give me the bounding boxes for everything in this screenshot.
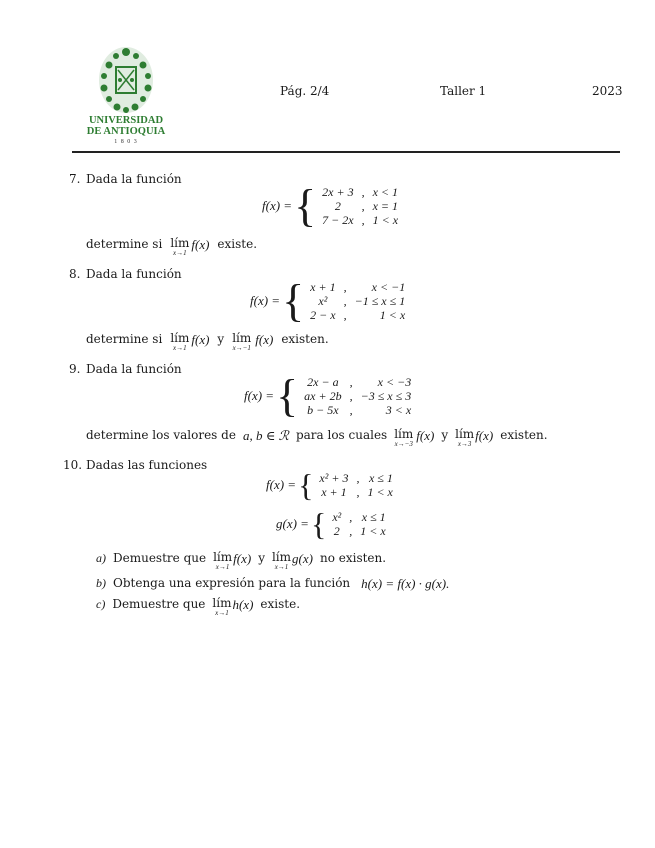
lim-sub: x→1 [173, 249, 187, 257]
case-cond: 1 < x [379, 308, 406, 322]
case-expr: x² [332, 510, 342, 524]
problem-8-question [86, 332, 329, 352]
case-comma: , [343, 294, 347, 308]
case-cond: 3 < x [385, 403, 412, 417]
function-name: f(x) = [266, 477, 297, 492]
function-name: f(x) = [244, 388, 275, 403]
lim-function: f(x) [191, 237, 210, 252]
problem-10-g-function [276, 508, 390, 540]
limit [212, 597, 231, 617]
limit-2 [232, 332, 251, 352]
function-name: f(x) = [250, 293, 281, 308]
left-brace: { [310, 506, 327, 542]
university-name-line2: DE ANTIOQUIA [86, 126, 166, 137]
problem-8-function [250, 275, 409, 326]
case-comma: , [349, 510, 353, 524]
limit [170, 237, 189, 257]
case-cond: 1 < x [360, 524, 386, 538]
case-cond: 1 < x [372, 213, 399, 227]
case-expr: ax + 2b [304, 389, 342, 403]
case-cond: −1 ≤ x ≤ 1 [354, 294, 406, 308]
lim-function: h(x) [232, 597, 254, 612]
item-math: h(x) = f(x) · g(x). [361, 576, 450, 591]
item-label: b) [96, 576, 106, 590]
case-expr: 2x + 3 [322, 185, 354, 199]
question-post: existen. [281, 332, 329, 346]
limit-1 [213, 551, 232, 571]
variables: a, b ∈ ℛ [242, 428, 289, 443]
problem-7-intro: Dada la función [86, 172, 182, 186]
problem-7-function [262, 180, 402, 231]
case-comma: , [343, 280, 347, 294]
problem-9-intro: Dada la función [86, 362, 182, 376]
case-comma: , [361, 199, 365, 213]
case-cond: x < 1 [372, 185, 399, 199]
university-year-founded: 1 8 0 3 [114, 139, 138, 145]
case-cond: 1 < x [367, 485, 393, 499]
conjunction: y [441, 428, 449, 442]
function-name: f(x) = [262, 198, 293, 213]
lim-sub: x→−1 [232, 344, 251, 352]
problem-10-f-function [266, 469, 397, 501]
limit-1 [394, 428, 413, 448]
problem-8-number: 8. [69, 267, 81, 281]
problem-10-number: 10. [63, 458, 83, 472]
page-number: Pág. 2/4 [280, 84, 330, 98]
lim-sub: x→1 [173, 344, 187, 352]
item-label: a) [96, 551, 106, 565]
lim-sub: x→1 [215, 609, 229, 617]
lim-word: lím [271, 550, 292, 564]
lim-function: g(x) [292, 551, 313, 566]
lim-word: lím [170, 236, 190, 250]
lim-sub: x→1 [215, 563, 230, 571]
case-expr: 2 [333, 524, 340, 538]
case-comma: , [349, 375, 353, 389]
lim-word: lím [232, 331, 252, 345]
lim-word: lím [213, 550, 233, 564]
piecewise-cases [318, 185, 402, 227]
limit-2 [455, 428, 474, 448]
problem-9-function [244, 370, 415, 421]
problem-10-item-c [96, 597, 300, 617]
header-rule [72, 151, 620, 153]
question-pre: determine si [86, 237, 163, 251]
case-comma: , [361, 185, 365, 199]
lim-sub: x→1 [274, 563, 289, 571]
case-expr: b − 5x [307, 403, 339, 417]
case-expr: 2 [334, 199, 341, 213]
item-post: no existen. [319, 551, 387, 565]
question-pre: determine si [86, 332, 163, 346]
lim-word: lím [170, 331, 190, 345]
limit-2 [272, 551, 291, 571]
case-expr: 7 − 2x [322, 213, 354, 227]
problem-10-intro: Dadas las funciones [86, 458, 208, 472]
question-pre: determine los valores de [86, 428, 236, 442]
case-expr: 2 − x [310, 308, 336, 322]
lim-sub: x→3 [457, 440, 472, 448]
question-post: existe. [217, 237, 258, 251]
lim-function: f(x) [416, 428, 435, 443]
document-title: Taller 1 [440, 84, 487, 98]
university-logo [84, 40, 168, 146]
lim-word: lím [394, 427, 414, 441]
case-comma: , [361, 213, 365, 227]
conjunction: y [258, 551, 265, 565]
case-cond: x ≤ 1 [368, 471, 393, 485]
case-comma: , [349, 524, 353, 538]
piecewise-cases [328, 510, 389, 538]
case-expr: x² [318, 294, 328, 308]
case-cond: x ≤ 1 [361, 510, 386, 524]
lim-function: f(x) [475, 428, 494, 443]
left-brace: { [294, 180, 317, 231]
case-comma: , [343, 308, 347, 322]
case-expr: x + 1 [321, 485, 347, 499]
piecewise-cases [300, 375, 415, 417]
case-expr: 2x − a [307, 375, 339, 389]
problem-10-item-b [96, 576, 449, 592]
case-comma: , [349, 403, 353, 417]
case-cond: −3 ≤ x ≤ 3 [360, 389, 412, 403]
case-comma: , [356, 471, 360, 485]
lim-word: lím [212, 596, 232, 610]
problem-10-item-a [96, 551, 386, 571]
piecewise-cases [315, 471, 396, 499]
left-brace: { [298, 467, 314, 503]
problem-7-number: 7. [69, 172, 81, 186]
left-brace: { [282, 275, 305, 326]
item-label: c) [96, 597, 106, 611]
piecewise-cases [306, 280, 409, 322]
case-comma: , [349, 389, 353, 403]
case-expr: x² + 3 [319, 471, 349, 485]
limit-1 [170, 332, 189, 352]
item-pre: Demuestre que [113, 551, 207, 565]
university-name-line1: UNIVERSIDAD [88, 115, 164, 126]
case-cond: x = 1 [372, 199, 399, 213]
case-cond: x < −3 [377, 375, 412, 389]
problem-7-question [86, 237, 257, 257]
item-pre: Demuestre que [112, 597, 206, 611]
problem-8-intro: Dada la función [86, 267, 182, 281]
document-year: 2023 [592, 84, 623, 98]
lim-word: lím [455, 427, 475, 441]
case-comma: , [356, 485, 360, 499]
question-mid: para los cuales [295, 428, 388, 442]
case-expr: x + 1 [310, 280, 336, 294]
lim-sub: x→−3 [394, 440, 413, 448]
lim-function: f(x) [233, 551, 252, 566]
conjunction: y [217, 332, 225, 346]
item-text: Obtenga una expresión para la función [113, 576, 351, 590]
case-cond: x < −1 [371, 280, 406, 294]
function-name: g(x) = [276, 516, 309, 531]
lim-function: f(x) [255, 332, 274, 347]
left-brace: { [276, 370, 299, 421]
problem-9-question [86, 428, 548, 448]
question-post: existen. [500, 428, 548, 442]
problem-9-number: 9. [69, 362, 81, 376]
lim-function: f(x) [191, 332, 210, 347]
item-post: existe. [260, 597, 301, 611]
